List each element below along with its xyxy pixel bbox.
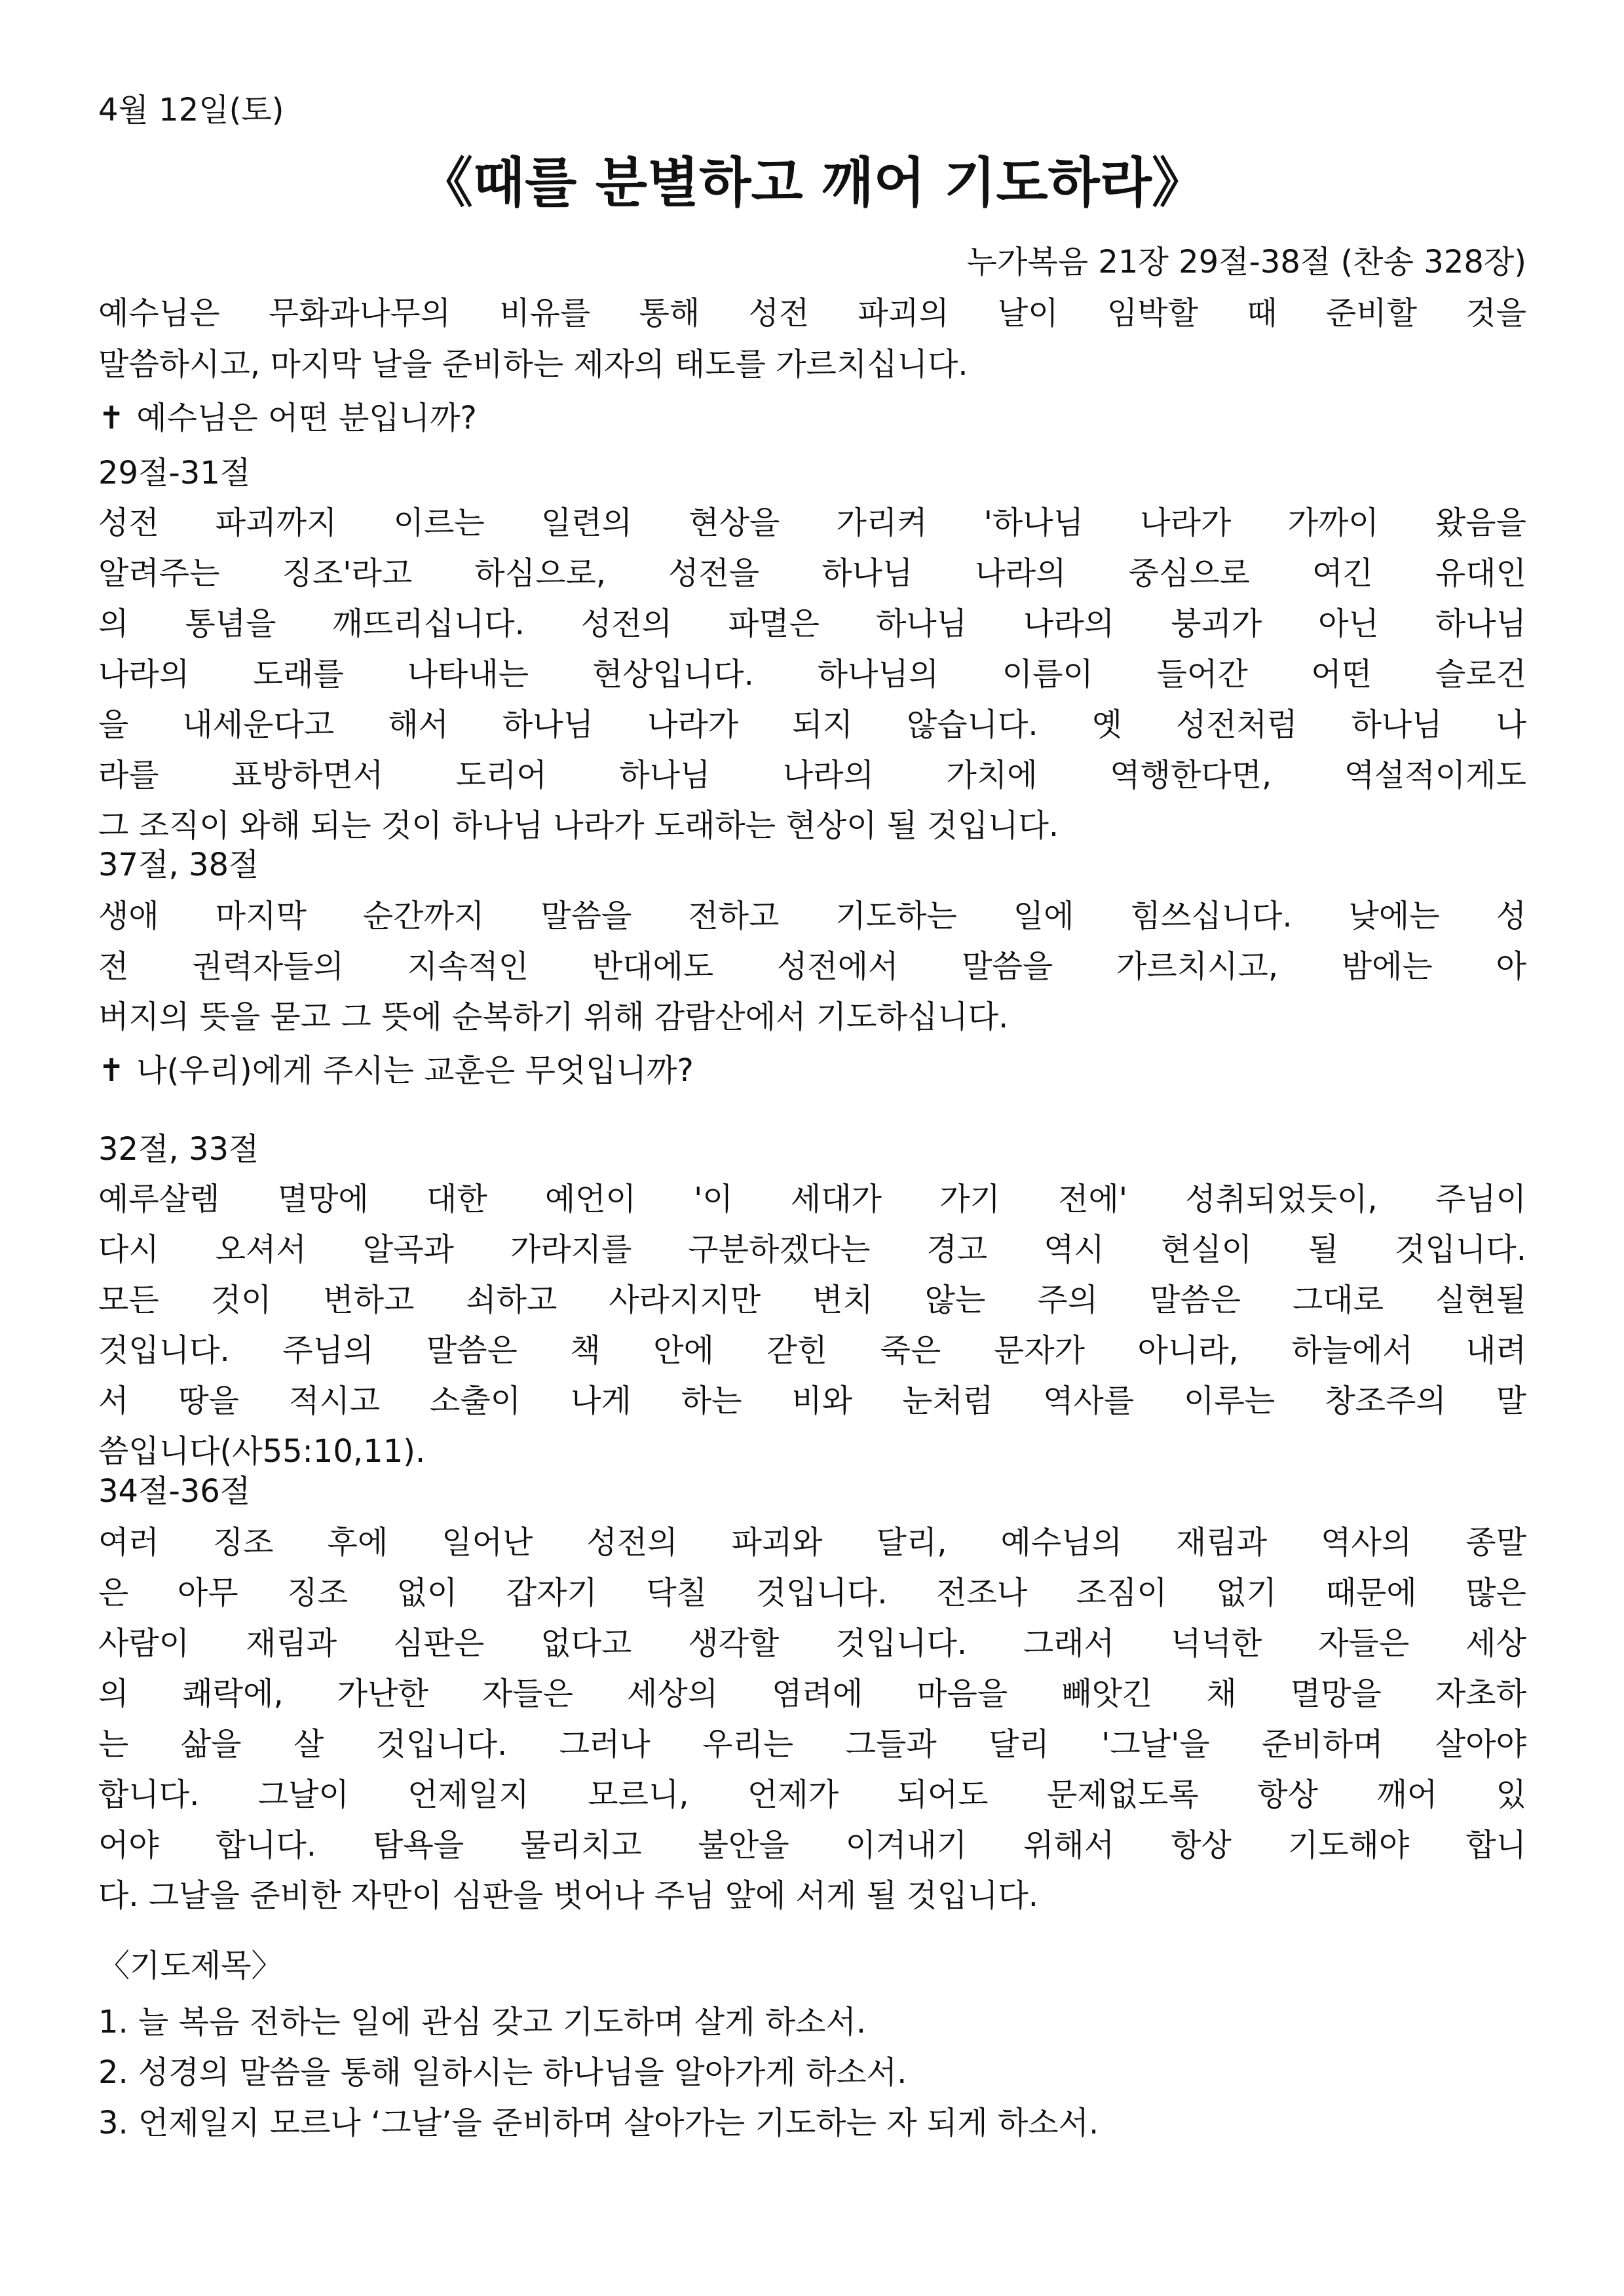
verse-label: 37절, 38절 [98,847,259,883]
section-heading-2 [98,1051,694,1090]
body-line: 전 권력자들의 지속적인 반대에도 성전에서 말씀을 가르치시고, 밤에는 아 [98,948,1526,985]
body-line: 것입니다. 주님의 말씀은 책 안에 갇힌 죽은 문자가 아니라, 하늘에서 내려 [98,1332,1526,1369]
cross-icon: ✝ [98,1052,125,1089]
body-line: 다시 오셔서 알곡과 가라지를 구분하겠다는 경고 역시 현실이 될 것입니다. [98,1231,1526,1268]
body-line: 모든 것이 변하고 쇠하고 사라지지만 변치 않는 주의 말씀은 그대로 실현될 [98,1282,1526,1318]
body-line: 어야 합니다. 탐욕을 물리치고 불안을 이겨내기 위해서 항상 기도해야 합니 [98,1827,1526,1864]
section-heading-text: 나(우리)에게 주시는 교훈은 무엇입니까? [136,1052,694,1089]
page-title: 《때를 분별하고 깨어 기도하라》 [419,152,1206,214]
intro-line: 예수님은 무화과나무의 비유를 통해 성전 파괴의 날이 임박할 때 준비할 것을 [98,295,1526,332]
body-line: 합니다. 그날이 언제일지 모르니, 언제가 되어도 문제없도록 항상 깨어 있 [98,1776,1526,1813]
body-line: 다. 그날을 준비한 자만이 심판을 벗어나 주님 앞에 서게 될 것입니다. [98,1877,1039,1914]
body-line: 성전 파괴까지 이르는 일련의 현상을 가리켜 '하나님 나라가 가까이 왔음을 [98,505,1526,541]
body-line: 의 통념을 깨뜨리십니다. 성전의 파멸은 하나님 나라의 붕괴가 아닌 하나님 [98,605,1526,642]
verse-label: 29절-31절 [98,455,251,491]
prayer-item: 1. 늘 복음 전하는 일에 관심 갖고 기도하며 살게 하소서. [98,2004,867,2040]
section-heading-1 [98,398,477,438]
intro-line: 말씀하시고, 마지막 날을 준비하는 제자의 태도를 가르치십니다. [98,346,968,383]
prayer-heading: 〈기도제목〉 [98,1947,283,1984]
body-line: 알려주는 징조'라고 하심으로, 성전을 하나님 나라의 중심으로 여긴 유대인 [98,555,1526,592]
body-line: 버지의 뜻을 묻고 그 뜻에 순복하기 위해 감람산에서 기도하십니다. [98,999,1009,1035]
body-line: 그 조직이 와해 되는 것이 하나님 나라가 도래하는 현상이 될 것입니다. [98,807,1059,844]
verse-label: 32절, 33절 [98,1131,259,1168]
body-line: 을 내세운다고 해서 하나님 나라가 되지 않습니다. 옛 성전처럼 하나님 나 [98,706,1526,743]
body-line: 은 아무 징조 없이 갑자기 닥칠 것입니다. 전조나 조짐이 없기 때문에 많은 [98,1575,1526,1611]
body-line: 라를 표방하면서 도리어 하나님 나라의 가치에 역행한다면, 역설적이게도 [98,757,1526,794]
cross-icon: ✝ [98,400,125,436]
body-line: 여러 징조 후에 일어난 성전의 파괴와 달리, 예수님의 재림과 역사의 종말 [98,1524,1526,1561]
scripture-reference: 누가복음 21장 29절-38절 (찬송 328장) [966,244,1526,280]
body-line: 사람이 재림과 심판은 없다고 생각할 것입니다. 그래서 넉넉한 자들은 세상 [98,1625,1526,1662]
verse-label: 34절-36절 [98,1473,251,1510]
body-line: 씀입니다(사55:10,11). [98,1433,426,1470]
body-line: 나라의 도래를 나타내는 현상입니다. 하나님의 이름이 들어간 어떤 슬로건 [98,656,1526,693]
body-line: 예루살렘 멸망에 대한 예언이 '이 세대가 가기 전에' 성취되었듯이, 주님이 [98,1181,1526,1217]
body-line: 서 땅을 적시고 소출이 나게 하는 비와 눈처럼 역사를 이루는 창조주의 말 [98,1383,1526,1419]
body-line: 는 삶을 살 것입니다. 그러나 우리는 그들과 달리 '그날'을 준비하며 살아야 [98,1726,1526,1763]
body-line: 생애 마지막 순간까지 말씀을 전하고 기도하는 일에 힘쓰십니다. 낮에는 성 [98,898,1526,934]
date: 4월 12일(토) [98,92,284,128]
section-heading-text: 예수님은 어떤 분입니까? [136,400,477,436]
prayer-item: 3. 언제일지 모르나 ‘그날’을 준비하며 살아가는 기도하는 자 되게 하소서. [98,2105,1099,2141]
prayer-item: 2. 성경의 말씀을 통해 일하시는 하나님을 알아가게 하소서. [98,2054,907,2091]
body-line: 의 쾌락에, 가난한 자들은 세상의 염려에 마음을 빼앗긴 채 멸망을 자초하 [98,1675,1526,1712]
